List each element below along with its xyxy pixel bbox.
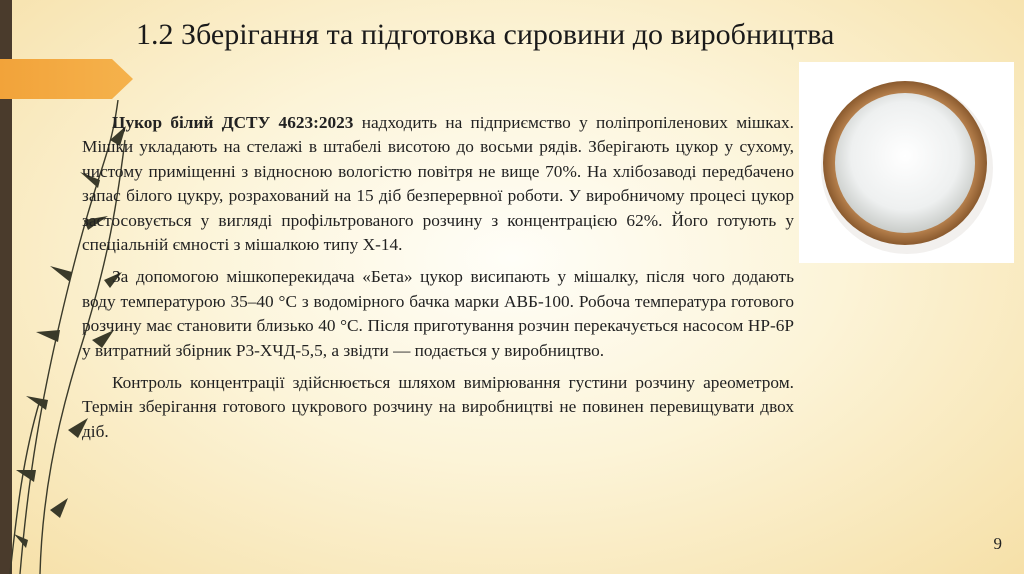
bold-lead: Цукор білий ДСТУ 4623:2023 (112, 113, 354, 132)
paragraph-2: За допомогою мішкоперекидача «Бета» цукор висипають у мішалку, після чого додають воду температурою 35–40 °С з водомірного бачка марки АВБ-100. Робоча температура готового розчину має становити близько 40 °С. Після приготування розчин перекачується насосом НР-6Р у витратний збірник Р3-ХЧД-5,5, а звідти — подається у виробництво. (82, 267, 794, 360)
slide-title: 1.2 Зберігання та підготовка сировини до виробництва (136, 18, 835, 51)
sugar-bowl-icon (799, 62, 1014, 263)
body-text (82, 111, 794, 444)
paragraph-3: Контроль концентрації здійснюється шляхом вимірювання густини розчину ареометром. Термін зберігання готового цукрового розчину на виробництві не повинен перевищувати двох діб. (82, 373, 794, 441)
accent-arrow (0, 59, 133, 99)
page-number: 9 (993, 534, 1002, 553)
sugar-bowl-photo (799, 62, 1014, 263)
paragraph-1-text: надходить на підприємство у поліпропіленових мішках. Мішки укладають на стелажі в штабелі висотою до восьми рядів. Зберігають цукор у сухому, чистому приміщенні з відносною вологістю повітря не вище 70%. На хлібозаводі передбачено запас білого цукру, розрахований на 15 діб безперервної роботи. У виробничому процесі цукор застосовується у вигляді профільтрованого розчину з концентрацією 62%. Його готують у спеціальній ємності з мішалкою типу Х-14. (82, 113, 794, 255)
paragraph-1 (82, 111, 794, 257)
